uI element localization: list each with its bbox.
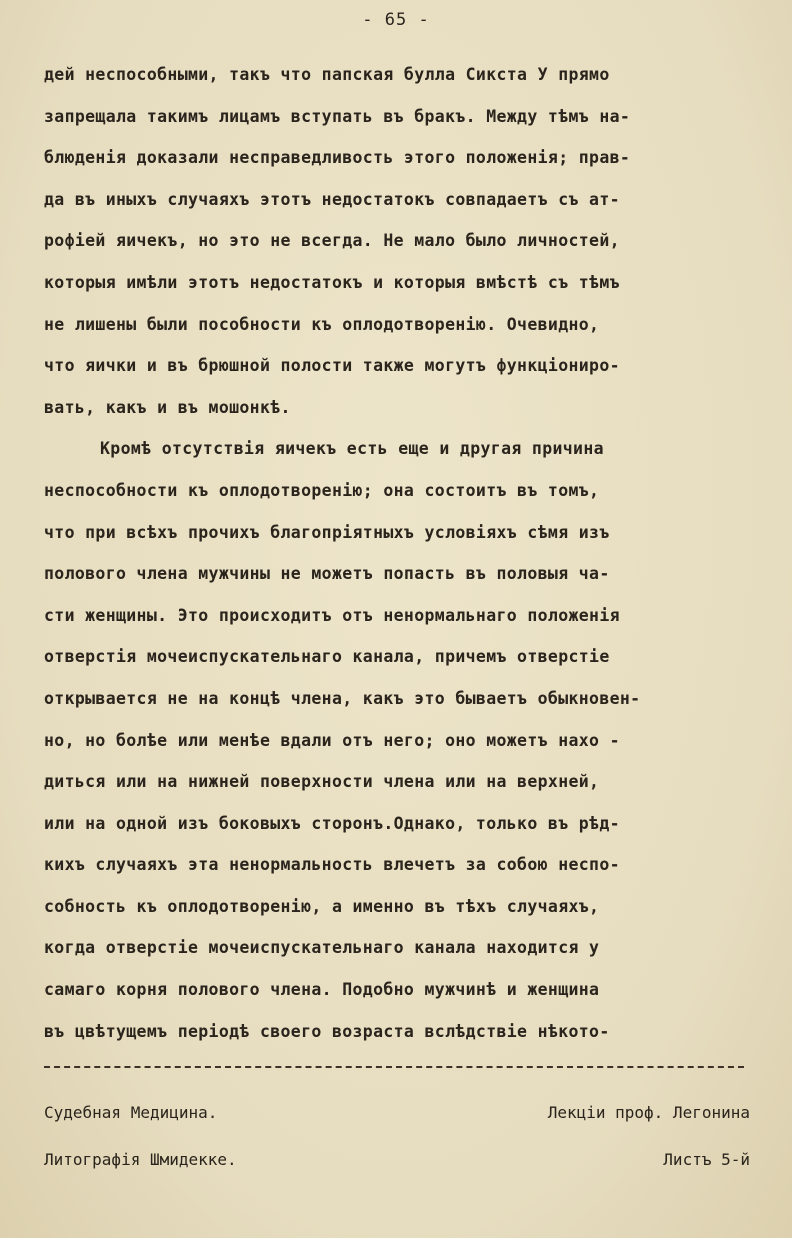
text-line: вать, какъ и въ мошонкѣ. bbox=[44, 397, 291, 417]
page-number: - 65 - bbox=[362, 10, 430, 30]
text-line: что яички и въ брюшной полости также могутъ функціониро- bbox=[44, 356, 620, 376]
text-line: когда отверстіе мочеиспускательнаго канала находится у bbox=[44, 938, 600, 958]
text-line: запрещала такимъ лицамъ вступать въ бракъ. Между тѣмъ на- bbox=[44, 106, 631, 126]
text-line: открывается не на концѣ члена, какъ это бываетъ обыкновен- bbox=[44, 688, 641, 708]
text-line: блюденія доказали несправедливость этого положенія; прав- bbox=[44, 148, 631, 168]
text-line: или на одной изъ боковыхъ сторонъ.Однако, только въ рѣд- bbox=[44, 813, 620, 833]
footer-lecture-credit: Лекціи проф. Легонина bbox=[547, 1103, 750, 1122]
text-line: не лишены были пособности къ оплодотворенію. Очевидно, bbox=[44, 314, 600, 334]
text-line: Кромѣ отсутствія яичекъ есть еще и другая причина bbox=[100, 439, 604, 459]
text-line: диться или на нижней поверхности члена или на верхней, bbox=[44, 772, 600, 792]
footer-course-title: Судебная Медицина. bbox=[44, 1103, 218, 1122]
text-line: сти женщины. Это происходитъ отъ ненормальнаго положенія bbox=[44, 605, 620, 625]
text-line: неспособности къ оплодотворенію; она состоитъ въ томъ, bbox=[44, 480, 600, 500]
body-text bbox=[44, 58, 784, 1056]
text-line: да въ иныхъ случаяхъ этотъ недостатокъ совпадаетъ съ ат- bbox=[44, 189, 620, 209]
text-line: самаго корня полового члена. Подобно мужчинѣ и женщина bbox=[44, 980, 600, 1000]
text-line: но, но болѣе или менѣе вдали отъ него; оно можетъ нахо - bbox=[44, 730, 620, 750]
text-line: отверстія мочеиспускательнаго канала, причемъ отверстіе bbox=[44, 647, 610, 667]
text-line: въ цвѣтущемъ періодѣ своего возраста вслѣдствіе нѣкото- bbox=[44, 1021, 610, 1041]
text-line: полового члена мужчины не можетъ попасть въ половыя ча- bbox=[44, 564, 610, 584]
text-line: которыя имѣли этотъ недостатокъ и которыя вмѣстѣ съ тѣмъ bbox=[44, 272, 620, 292]
text-line: кихъ случаяхъ эта ненормальность влечетъ за собою неспо- bbox=[44, 855, 620, 875]
text-line: что при всѣхъ прочихъ благопріятныхъ условіяхъ сѣмя изъ bbox=[44, 522, 610, 542]
footer-sheet-number: Листъ 5-й bbox=[663, 1150, 750, 1169]
text-line: собность къ оплодотворенію, а именно въ тѣхъ случаяхъ, bbox=[44, 896, 600, 916]
footer-divider bbox=[44, 1066, 744, 1068]
footer-lithography: Литографія Шмидекке. bbox=[44, 1150, 237, 1169]
text-line: рофіей яичекъ, но это не всегда. Не мало было личностей, bbox=[44, 231, 620, 251]
text-line: дей неспособными, такъ что папская булла Сикста У прямо bbox=[44, 65, 610, 84]
footer-row-top bbox=[44, 1103, 750, 1122]
footer-row-bottom bbox=[44, 1150, 750, 1169]
